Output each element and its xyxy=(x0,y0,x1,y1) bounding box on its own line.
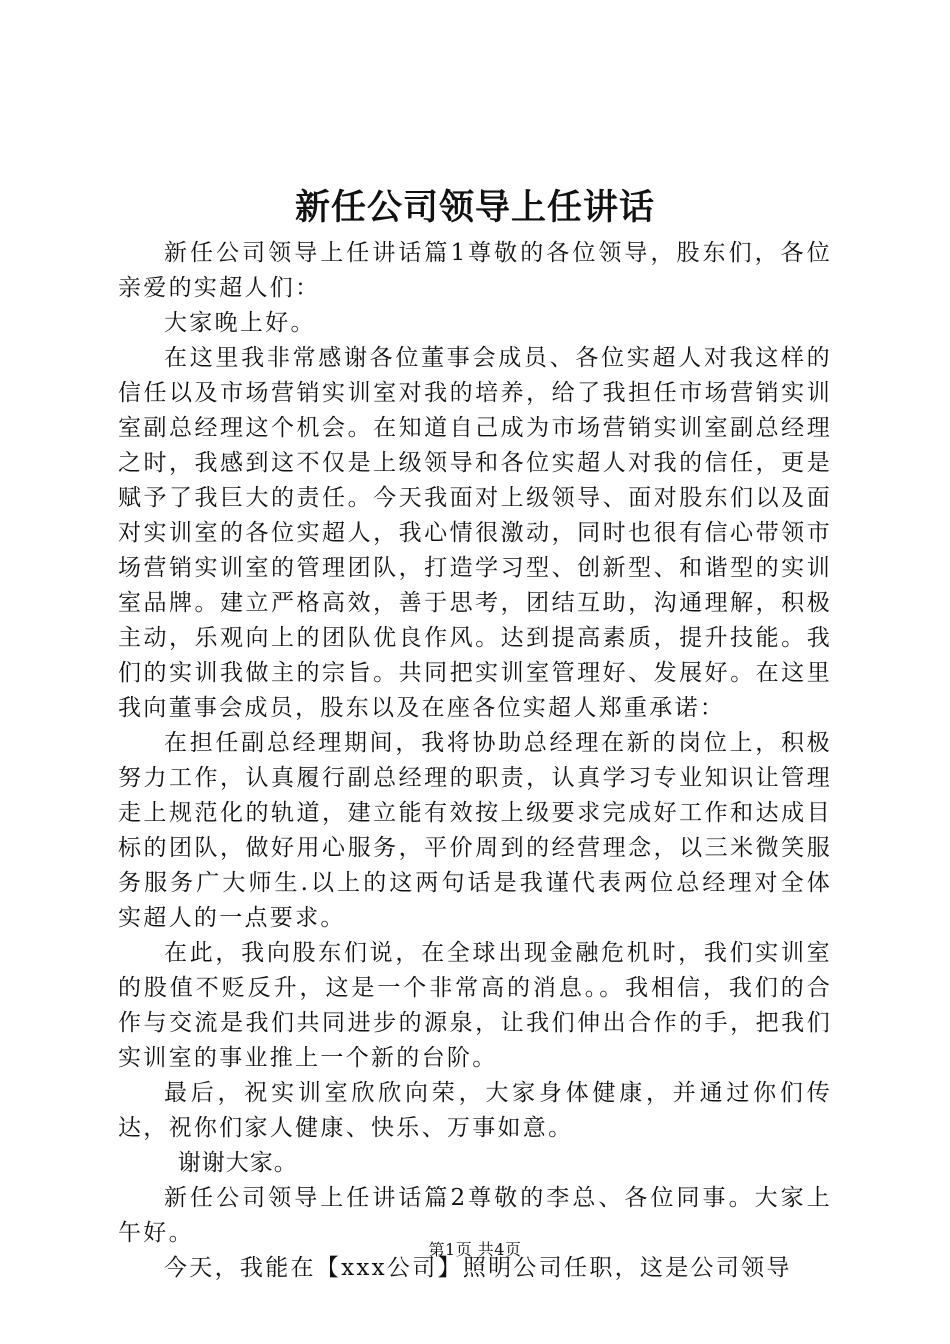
paragraph: 在这里我非常感谢各位董事会成员、各位实超人对我这样的信任以及市场营销实训室对我的培养，给了我担任市场营销实训室副总经理这个机会。在知道自己成为市场营销实训室副总经理之时，我感到这不仅是上级领导和各位实超人对我的信任，更是赋予了我巨大的责任。今天我面对上级领导、面对股东们以及面对实训室的各位实超人，我心情很激动，同时也很有信心带领市场营销实训室的管理团队，打造学习型、创新型、和谐型的实训室品牌。建立严格高效，善于思考，团结互助，沟通理解，积极主动，乐观向上的团队优良作风。达到提高素质，提升技能。我们的实训我做主的宗旨。共同把实训室管理好、发展好。在这里我向董事会成员，股东以及在座各位实超人郑重承诺： xyxy=(118,345,832,721)
document-title: 新任公司领导上任讲话 xyxy=(294,187,655,228)
paragraph: 今天，我能在【xxx公司】照明公司任职，这是公司领导 xyxy=(164,1255,792,1281)
paragraph: 在担任副总经理期间，我将协助总经理在新的岗位上，积极努力工作，认真履行副总经理的职责，认真学习专业知识让管理走上规范化的轨道，建立能有效按上级要求完成好工作和达成目标的团队，做好用心服务，平价周到的经营理念，以三米微笑服务服务广大师生.以上的这两句话是我谨代表两位总经理对全体实超人的一点要求。 xyxy=(118,730,832,931)
paragraph: 新任公司领导上任讲话篇2尊敬的李总、各位同事。大家上午好。 xyxy=(118,1185,832,1246)
paragraph: 最后，祝实训室欣欣向荣，大家身体健康，并通过你们传达，祝你们家人健康、快乐、万事如意。 xyxy=(118,1080,832,1141)
paragraph: 新任公司领导上任讲话篇1尊敬的各位领导，股东们，各位亲爱的实超人们： xyxy=(118,240,832,301)
paragraph: 大家晚上好。 xyxy=(164,310,316,336)
paragraph: 在此，我向股东们说，在全球出现金融危机时，我们实训室的股值不贬反升，这是一个非常高的消息。。我相信，我们的合作与交流是我们共同进步的源泉，让我们伸出合作的手，把我们实训室的事业推上一个新的台阶。 xyxy=(118,940,832,1071)
document-body xyxy=(118,236,832,1286)
paragraph: 谢谢大家。 xyxy=(177,1150,298,1176)
page-indicator: 第1页 共4页 xyxy=(428,1240,522,1259)
